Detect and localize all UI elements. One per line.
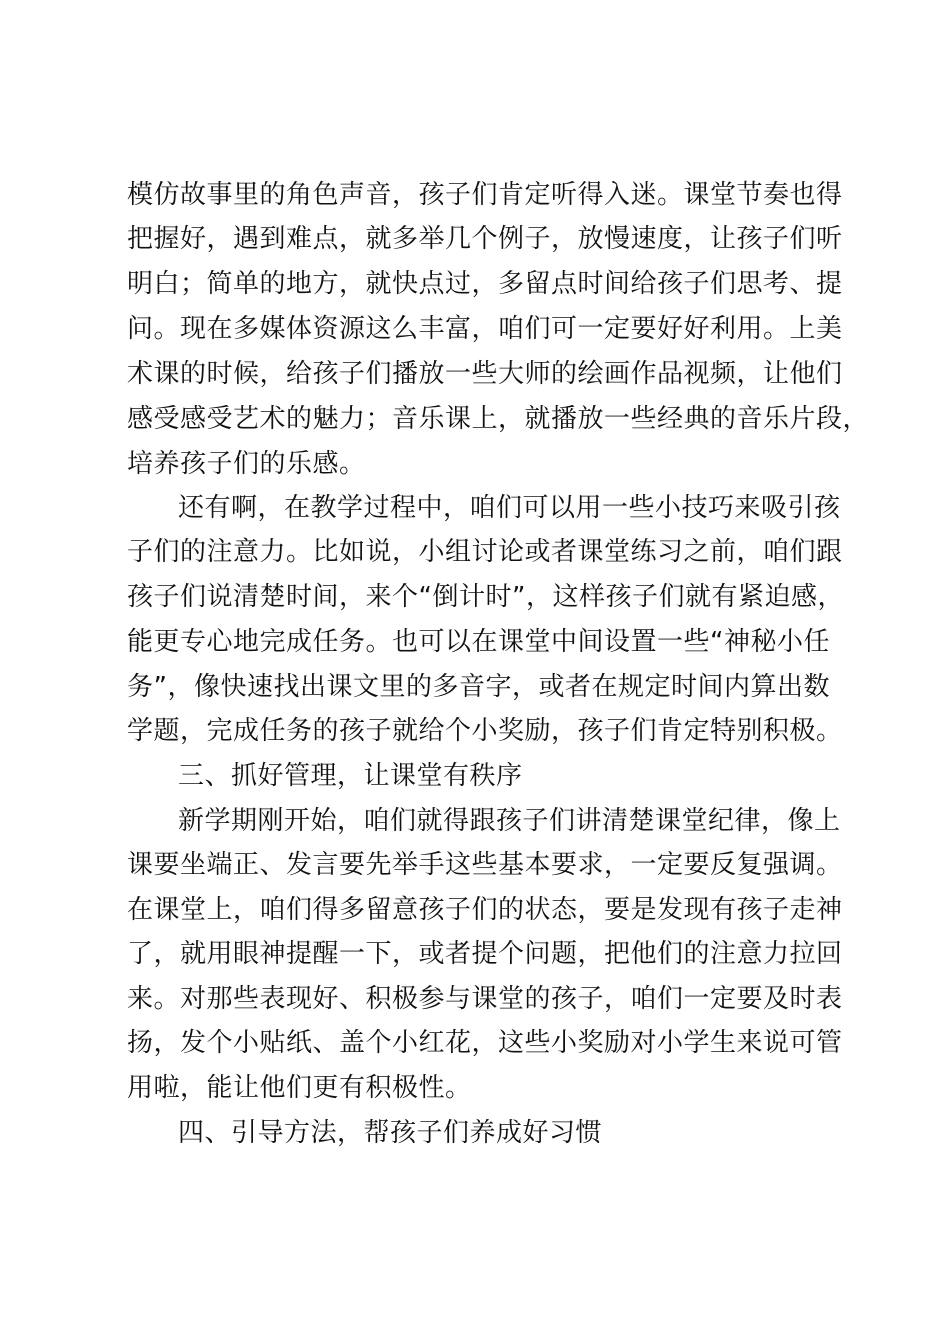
text-line: 课要坐端正、发言要先举手这些基本要求，一定要反复强调。: [127, 850, 843, 880]
text-line: 把握好，遇到难点，就多举几个例子，放慢速度，让孩子们听: [127, 224, 843, 254]
text-line: 子们的注意力。比如说，小组讨论或者课堂练习之前，咱们跟: [127, 537, 843, 567]
text-line: 能更专心地完成任务。也可以在课堂中间设置一些“神秘小任: [127, 627, 830, 657]
paragraph-start-line: 新学期刚开始，咱们就得跟孩子们讲清楚课堂纪律，像上: [178, 806, 841, 836]
text-line: 用啦，能让他们更有积极性。: [127, 1073, 472, 1103]
text-line: 了，就用眼神提醒一下，或者提个问题，把他们的注意力拉回: [127, 939, 843, 969]
text-line: 明白；简单的地方，就快点过，多留点时间给孩子们思考、提: [127, 269, 843, 299]
section-heading: 三、抓好管理，让课堂有秩序: [178, 761, 523, 791]
text-line: 感受感受艺术的魅力；音乐课上，就播放一些经典的音乐片段，: [127, 404, 870, 434]
text-line: 扬，发个小贴纸、盖个小红花，这些小奖励对小学生来说可管: [127, 1028, 843, 1058]
text-line: 务”，像快速找出课文里的多音字，或者在规定时间内算出数: [127, 672, 830, 702]
paragraph-start-line: 还有啊，在教学过程中，咱们可以用一些小技巧来吸引孩: [178, 493, 841, 523]
section-heading: 四、引导方法，帮孩子们养成好习惯: [178, 1118, 603, 1148]
text-line: 术课的时候，给孩子们播放一些大师的绘画作品视频，让他们: [127, 359, 843, 389]
text-line: 孩子们说清楚时间，来个“倒计时”，这样孩子们就有紧迫感，: [127, 582, 844, 612]
text-line: 模仿故事里的角色声音，孩子们肯定听得入迷。课堂节奏也得: [127, 180, 843, 210]
text-line: 在课堂上，咱们得多留意孩子们的状态，要是发现有孩子走神: [127, 895, 843, 925]
text-line: 学题，完成任务的孩子就给个小奖励，孩子们肯定特别积极。: [127, 716, 843, 746]
text-line: 来。对那些表现好、积极参与课堂的孩子，咱们一定要及时表: [127, 984, 843, 1014]
text-line: 问。现在多媒体资源这么丰富，咱们可一定要好好利用。上美: [127, 314, 843, 344]
text-line: 培养孩子们的乐感。: [127, 449, 366, 479]
